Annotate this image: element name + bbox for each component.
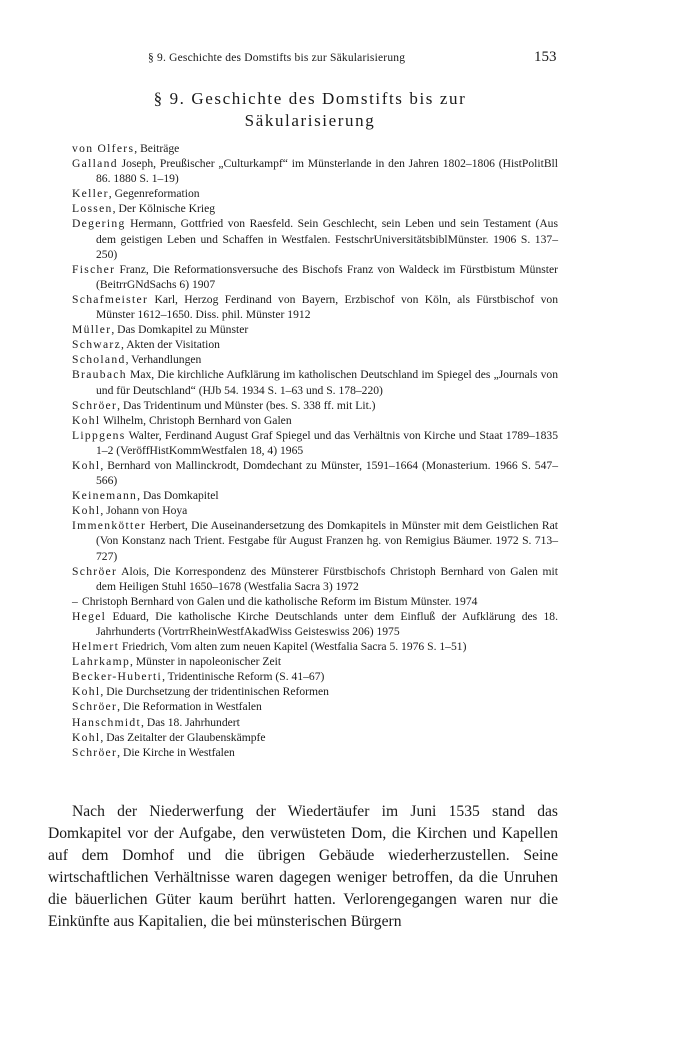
bibliography-entry (72, 609, 558, 639)
bibliography-entry (72, 669, 558, 684)
bibliography-author: Kohl (72, 413, 101, 427)
bibliography-entry (72, 337, 558, 352)
bibliography-text: , Akten der Visitation (121, 338, 220, 352)
bibliography-entry (72, 518, 558, 563)
bibliography-author: Lossen (72, 202, 113, 216)
bibliography-entry (72, 654, 558, 669)
bibliography-text: , Verhandlungen (125, 353, 202, 367)
bibliography-entry (72, 292, 558, 322)
bibliography-text: , Bernhard von Mallinckrodt, Domdechant zu Münster, 1591–1664 (Monasterium. 1966 S. 547–566) (96, 458, 558, 488)
bibliography-author: Keinemann (72, 489, 138, 503)
bibliography-author: Schröer (72, 564, 118, 578)
bibliography-text: , Das Domkapitel (137, 489, 219, 503)
bibliography-text: , Die Reformation in Westfalen (117, 700, 262, 714)
bibliography-author: Keller (72, 187, 109, 201)
bibliography-entry (72, 398, 558, 413)
bibliography-entry (72, 458, 558, 488)
bibliography-text: Friedrich, Vom alten zum neuen Kapitel (Westfalia Sacra 5. 1976 S. 1–51) (119, 640, 467, 654)
bibliography-author: Schröer (72, 398, 118, 412)
bibliography-author: – (72, 594, 80, 608)
bibliography-text: , Tridentinische Reform (S. 41–67) (162, 670, 325, 684)
bibliography-text: Max, Die kirchliche Aufklärung im katholischen Deutschland im Spiegel des „Journals von und für Deutschland“ (HJb 54. 1934 S. 1–63 und S. 178–220) (96, 368, 558, 397)
bibliography-entry (72, 156, 558, 186)
bibliography-entry (72, 639, 558, 654)
bibliography-author: Fischer (72, 262, 116, 276)
bibliography-author: Lippgens (72, 428, 126, 442)
bibliography-author: Schafmeister (72, 292, 149, 306)
bibliography-text: Alois, Die Korrespondenz des Münsterer Fürstbischofs Christoph Bernhard von Galen mit dem Heiligen Stuhl 1650–1678 (Westfalia Sacra 3) 1972 (96, 564, 558, 593)
bibliography-author: Becker-Huberti (72, 670, 163, 684)
bibliography-text: , Das Tridentinum und Münster (bes. S. 338 ff. mit Lit.) (117, 398, 376, 412)
body-paragraph: Nach der Niederwerfung der Wiedertäufer im Juni 1535 stand das Domkapitel vor der Aufgabe, den verwüsteten Dom, die Kirchen und Kapellen auf dem Domhof und die übrigen Gebäude wiederherzustellen. Seine wirtschaftlichen Verhältnisse waren dagegen weniger betroffen, da die Unruhen die bäuerlichen Güter kaum berührt hatten. Verlorengegangen waren nur die Einkünfte aus Kapitalien, die bei münsterischen Bürgern (48, 803, 558, 930)
bibliography-text: , Das 18. Jahrhundert (141, 715, 240, 729)
bibliography-entry (72, 367, 558, 397)
running-title: § 9. Geschichte des Domstifts bis zur Säkularisierung (148, 52, 406, 64)
bibliography-entry (72, 413, 558, 428)
bibliography-author: Scholand (72, 353, 126, 367)
bibliography-author: Hanschmidt (72, 715, 142, 729)
bibliography-author: von Olfers (72, 142, 135, 155)
bibliography-entry (72, 730, 558, 745)
bibliography-author: Kohl (72, 504, 101, 518)
section-title-line-2: Säkularisierung (244, 111, 376, 130)
bibliography-text: Joseph, Preußischer „Culturkampf“ im Münsterlande in den Jahren 1802–1806 (HistPolitBll 86. 1880 S. 1–19) (96, 157, 558, 186)
bibliography-entry (72, 745, 558, 760)
bibliography-entry (72, 262, 558, 292)
bibliography-entry (72, 216, 558, 261)
bibliography-author: Schröer (72, 745, 118, 759)
bibliography-text: , Beiträge (134, 142, 180, 155)
bibliography-entry (72, 186, 558, 201)
bibliography-entry (72, 715, 558, 730)
bibliography-text: Eduard, Die katholische Kirche Deutschlands unter dem Einfluß der Aufklärung des 18. Jahrhunderts (VortrrRheinWestfAkadWiss Geisteswiss 206) 1975 (96, 609, 558, 638)
bibliography-text: Wilhelm, Christoph Bernhard von Galen (100, 413, 292, 427)
bibliography-entry (72, 488, 558, 503)
bibliography-author: Kohl (72, 685, 101, 699)
bibliography-entry (72, 503, 558, 518)
section-title (60, 88, 560, 132)
bibliography-text: , Der Kölnische Krieg (112, 202, 216, 216)
bibliography-entry (72, 594, 558, 609)
bibliography-author: Kohl (72, 730, 101, 744)
bibliography-entry (72, 352, 558, 367)
bibliography-text: , Johann von Hoya (100, 504, 188, 518)
bibliography-author: Hegel (72, 609, 107, 623)
bibliography-author: Lahrkamp (72, 655, 131, 669)
bibliography-text: , Gegenreformation (108, 187, 200, 201)
bibliography-author: Helmert (72, 640, 120, 654)
bibliography-author: Schröer (72, 700, 118, 714)
bibliography-text: , Münster in napoleonischer Zeit (130, 655, 282, 669)
bibliography-text: Franz, Die Reformationsversuche des Bischofs Franz von Waldeck im Fürstbistum Münster (BeitrrGNdSachs 6) 1907 (96, 262, 558, 291)
bibliography-text: , Die Durchsetzung der tridentinischen Reformen (100, 685, 329, 699)
running-head (0, 49, 700, 72)
bibliography-text: Hermann, Gottfried von Raesfeld. Sein Geschlecht, sein Leben und sein Testament (Aus dem geistigen Leben und Schaffen in Westfalen. FestschrUniversitätsbiblMünster. 1906 S. 137–250) (96, 217, 558, 261)
page-number: 153 (534, 49, 557, 65)
bibliography-text: Karl, Herzog Ferdinand von Bayern, Erzbischof von Köln, als Fürstbischof von Münster 1612–1650. Diss. phil. Münster 1912 (96, 292, 558, 322)
section-title-line-1: § 9. Geschichte des Domstifts bis zur (153, 89, 467, 108)
bibliography-author: Degering (72, 217, 126, 231)
bibliography-author: Müller (72, 323, 112, 337)
bibliography-text: , Die Kirche in Westfalen (117, 745, 235, 759)
bibliography-author: Immenkötter (72, 519, 147, 533)
bibliography-entry (72, 699, 558, 714)
bibliography-entry (72, 141, 558, 156)
bibliography-entry (72, 428, 558, 458)
bibliography-entry (72, 201, 558, 216)
bibliography-author: Braubach (72, 368, 127, 382)
bibliography-entry (72, 564, 558, 594)
bibliography-list (72, 141, 558, 760)
bibliography-author: Schwarz (72, 338, 122, 352)
bibliography-text: Herbert, Die Auseinandersetzung des Domkapitels in Münster mit dem Geistlichen Rat (Von Konstanz nach Trient. Festgabe für August Franzen hg. von Remigius Bäumer. 1972 S. 713–727) (96, 519, 558, 563)
bibliography-entry (72, 322, 558, 337)
bibliography-text: , Das Domkapitel zu Münster (111, 323, 249, 337)
bibliography-text: Christoph Bernhard von Galen und die katholische Reform im Bistum Münster. 1974 (79, 594, 478, 608)
bibliography-entry (72, 684, 558, 699)
bibliography-author: Kohl (72, 458, 101, 472)
bibliography-author: Galland (72, 157, 118, 171)
bibliography-text: Walter, Ferdinand August Graf Spiegel und das Verhältnis von Kirche und Staat 1789–1835 1–2 (VeröffHistKommWestfalen 18, 4) 1965 (96, 428, 558, 457)
bibliography-text: , Das Zeitalter der Glaubenskämpfe (100, 730, 266, 744)
body-text (48, 801, 558, 932)
